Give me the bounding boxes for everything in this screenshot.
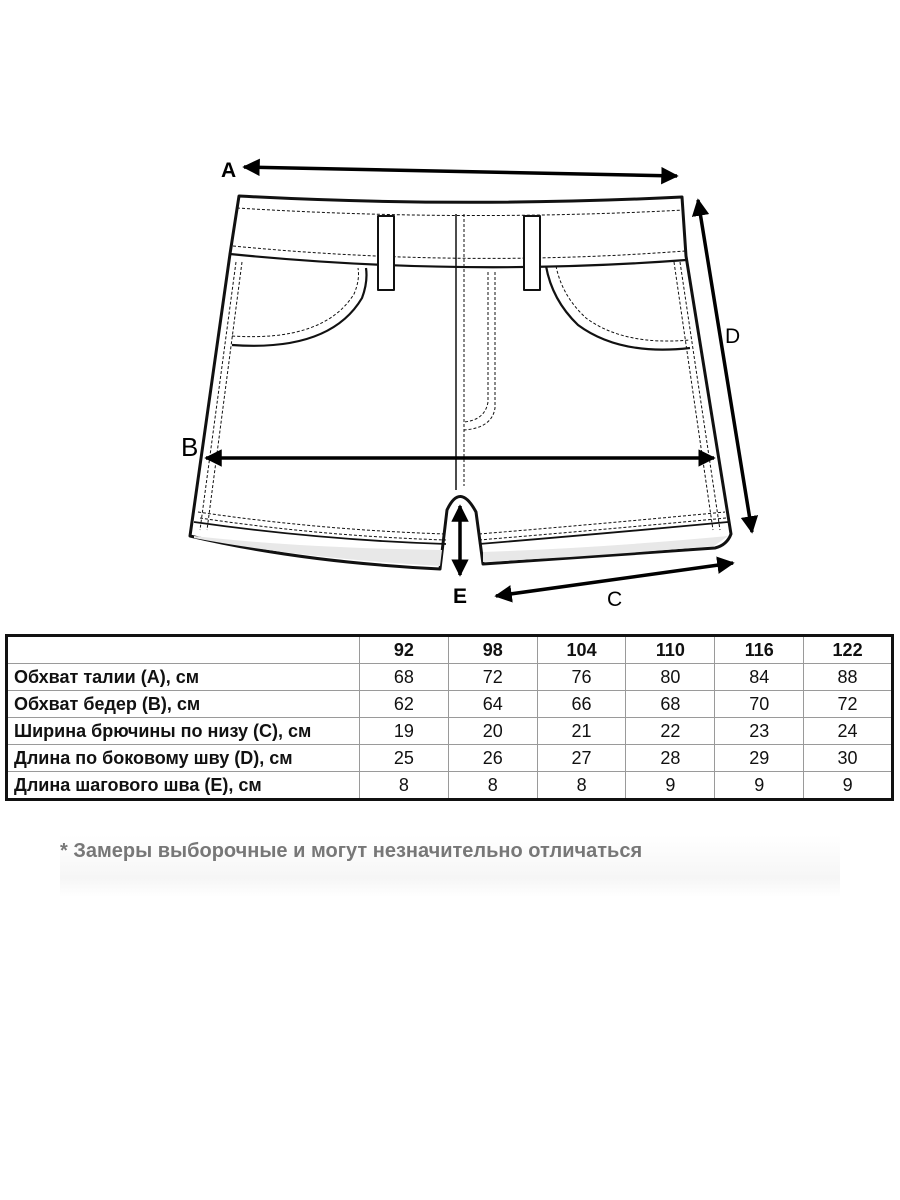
table-cell: 27: [537, 745, 626, 772]
table-row: [7, 772, 893, 800]
size-header: 98: [448, 636, 537, 664]
table-cell: 19: [360, 718, 449, 745]
row-label: Обхват талии (А), см: [7, 664, 360, 691]
table-cell: 72: [448, 664, 537, 691]
label-d: D: [725, 325, 741, 348]
table-cell: 68: [360, 664, 449, 691]
row-label: Ширина брючины по низу (С), см: [7, 718, 360, 745]
table-row: [7, 664, 893, 691]
size-header: 110: [626, 636, 715, 664]
table-cell: 88: [804, 664, 893, 691]
table-cell: 84: [715, 664, 804, 691]
size-header: 122: [804, 636, 893, 664]
table-cell: 26: [448, 745, 537, 772]
belt-loop-left: [378, 216, 394, 290]
table-cell: 28: [626, 745, 715, 772]
label-e: E: [453, 585, 468, 608]
size-header: 116: [715, 636, 804, 664]
table-row: [7, 745, 893, 772]
table-cell: 80: [626, 664, 715, 691]
table-row: [7, 691, 893, 718]
table-header-row: [7, 636, 893, 664]
belt-loop-right: [524, 216, 540, 290]
table-cell: 62: [360, 691, 449, 718]
table-cell: 25: [360, 745, 449, 772]
label-a: A: [221, 159, 237, 182]
row-label: Длина шагового шва (Е), см: [7, 772, 360, 800]
table-cell: 8: [537, 772, 626, 800]
table-cell: 70: [715, 691, 804, 718]
table-cell: 8: [448, 772, 537, 800]
table-cell: 29: [715, 745, 804, 772]
table-cell: 9: [804, 772, 893, 800]
table-cell: 66: [537, 691, 626, 718]
row-label: Обхват бедер (В), см: [7, 691, 360, 718]
table-cell: 21: [537, 718, 626, 745]
table-cell: 24: [804, 718, 893, 745]
footnote-text: * Замеры выборочные и могут незначительно отличаться: [60, 840, 643, 862]
table-cell: 23: [715, 718, 804, 745]
size-header: 104: [537, 636, 626, 664]
table-cell: 76: [537, 664, 626, 691]
table-row: [7, 718, 893, 745]
label-c: C: [607, 588, 623, 611]
table-cell: 8: [360, 772, 449, 800]
table-cell: 30: [804, 745, 893, 772]
table-cell: 20: [448, 718, 537, 745]
table-cell: 64: [448, 691, 537, 718]
row-label: Длина по боковому шву (D), см: [7, 745, 360, 772]
table-cell: 9: [626, 772, 715, 800]
header-empty-cell: [7, 636, 360, 664]
size-header: 92: [360, 636, 449, 664]
size-chart-table: [5, 634, 894, 801]
table-cell: 9: [715, 772, 804, 800]
table-cell: 22: [626, 718, 715, 745]
table-cell: 68: [626, 691, 715, 718]
table-cell: 72: [804, 691, 893, 718]
label-b: B: [181, 432, 199, 462]
arrow-a: [244, 167, 677, 176]
